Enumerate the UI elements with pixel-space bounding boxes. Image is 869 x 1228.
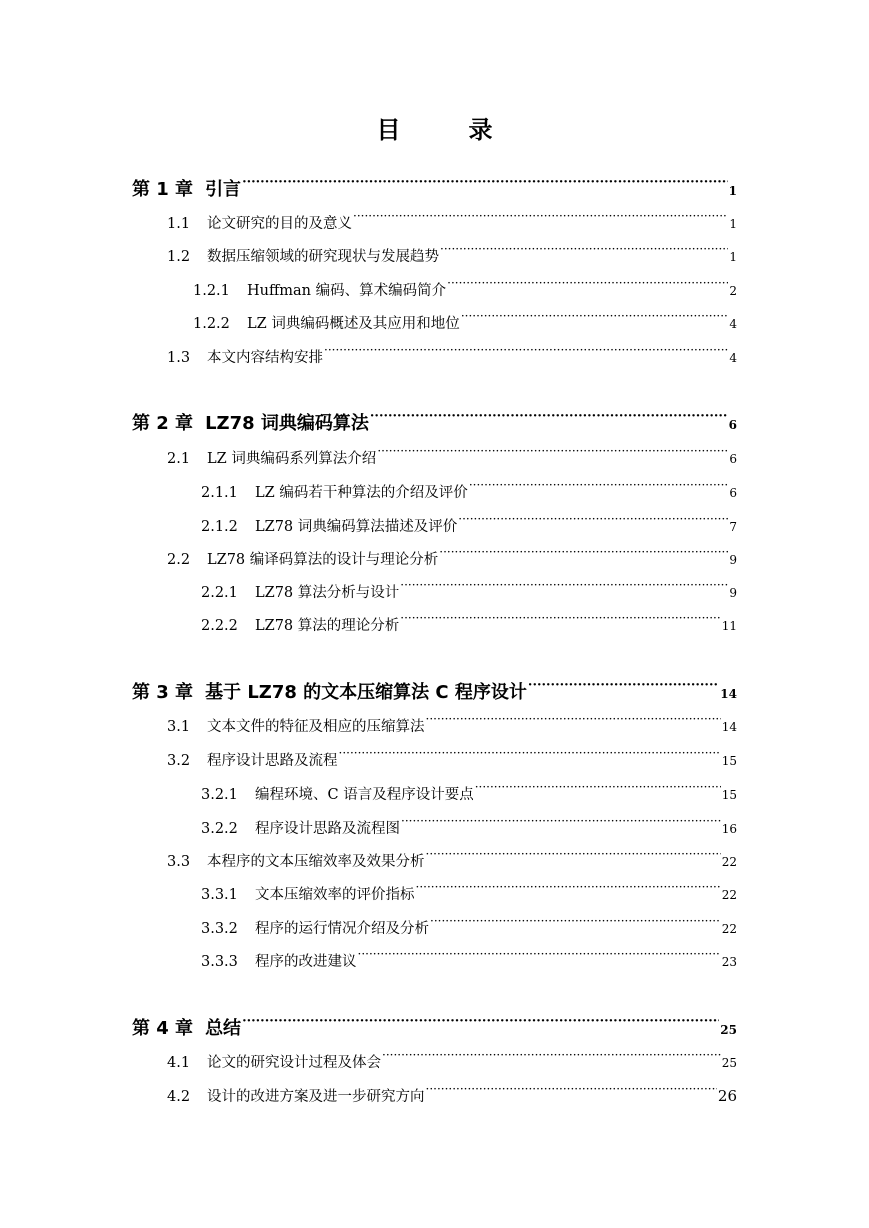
dot-leader xyxy=(528,674,719,698)
entry-page-number: 14 xyxy=(721,720,737,734)
entry-title: 程序的运行情况介绍及分析 xyxy=(255,921,429,937)
entry-page-number: 22 xyxy=(721,855,737,869)
dot-leader xyxy=(439,540,728,564)
entry-number: 1.2.2 xyxy=(193,316,230,332)
toc-entry-3-1[interactable] xyxy=(167,707,737,735)
entry-page-number: 15 xyxy=(721,754,737,768)
entry-number: 2.2.2 xyxy=(201,618,238,634)
toc-entry-2-2-1[interactable] xyxy=(201,573,737,601)
entry-title: LZ 词典编码概述及其应用和地位 xyxy=(247,316,460,332)
entry-number: 1.2.1 xyxy=(193,283,230,299)
dot-leader xyxy=(447,271,728,295)
entry-page-number: 1 xyxy=(729,250,737,264)
toc-entry-1-2[interactable] xyxy=(167,237,737,265)
toc-entry-1-1[interactable] xyxy=(167,204,737,232)
entry-title: 文本压缩效率的评价指标 xyxy=(255,887,415,903)
entry-title: LZ78 词典编码算法 xyxy=(205,413,369,434)
dot-leader xyxy=(358,942,721,966)
dot-leader xyxy=(461,304,729,328)
entry-page-number: 7 xyxy=(729,520,737,534)
entry-page-number: 25 xyxy=(720,1023,737,1037)
entry-page-number: 16 xyxy=(721,822,737,836)
entry-title: LZ78 编译码算法的设计与理论分析 xyxy=(207,552,439,568)
toc-entry-3-3-2[interactable] xyxy=(201,909,737,937)
toc-entry-ch3[interactable] xyxy=(132,674,737,703)
dot-leader xyxy=(370,405,728,429)
dot-leader xyxy=(440,237,728,261)
dot-leader xyxy=(339,741,721,765)
entry-number: 2.1.1 xyxy=(201,485,238,501)
dot-leader xyxy=(416,875,721,899)
entry-number: 2.2 xyxy=(167,552,191,568)
entry-number: 1.3 xyxy=(167,350,191,366)
entry-number: 3.2.2 xyxy=(201,821,238,837)
entry-number: 2.2.1 xyxy=(201,585,238,601)
entry-number: 2.1.2 xyxy=(201,519,238,535)
dot-leader xyxy=(469,473,729,497)
entry-title: 编程环境、C 语言及程序设计要点 xyxy=(255,787,474,803)
entry-title: 基于 LZ78 的文本压缩算法 C 程序设计 xyxy=(205,682,527,703)
entry-title: 论文研究的目的及意义 xyxy=(207,216,352,232)
entry-number: 2.1 xyxy=(167,451,191,467)
entry-number: 3.1 xyxy=(167,719,191,735)
toc-entry-3-3-3[interactable] xyxy=(201,942,737,970)
dot-leader xyxy=(324,338,728,362)
entry-title: 程序设计思路及流程图 xyxy=(255,821,400,837)
entry-title: LZ 词典编码系列算法介绍 xyxy=(207,451,377,467)
toc-entry-4-1[interactable] xyxy=(167,1043,737,1071)
dot-leader xyxy=(242,1010,719,1034)
toc-entry-2-1[interactable] xyxy=(167,439,737,467)
entry-page-number: 4 xyxy=(729,351,737,365)
entry-number: 3.3.3 xyxy=(201,954,238,970)
entry-page-number: 2 xyxy=(729,284,737,298)
entry-page-number: 25 xyxy=(721,1056,737,1070)
entry-title: 总结 xyxy=(205,1018,242,1039)
entry-number: 3.2.1 xyxy=(201,787,238,803)
entry-title: 引言 xyxy=(205,179,242,200)
toc-entry-2-1-2[interactable] xyxy=(201,507,737,535)
entry-page-number: 6 xyxy=(729,452,737,466)
entry-page-number: 1 xyxy=(728,184,737,198)
dot-leader xyxy=(400,573,728,597)
entry-page-number: 23 xyxy=(721,955,737,969)
entry-number: 1.2 xyxy=(167,249,191,265)
dot-leader xyxy=(426,707,721,731)
entry-number: 第 3 章 xyxy=(132,682,194,703)
dot-leader xyxy=(426,1077,717,1101)
entry-page-number: 9 xyxy=(729,586,737,600)
entry-title: 程序设计思路及流程 xyxy=(207,753,338,769)
dot-leader xyxy=(242,171,728,195)
entry-title: 论文的研究设计过程及体会 xyxy=(207,1055,381,1071)
toc-entry-2-1-1[interactable] xyxy=(201,473,737,501)
entry-number: 4.1 xyxy=(167,1055,191,1071)
toc-entry-3-3-1[interactable] xyxy=(201,875,737,903)
toc-entry-1-2-1[interactable] xyxy=(193,271,737,299)
entry-title: LZ78 算法分析与设计 xyxy=(255,585,400,601)
entry-number: 第 1 章 xyxy=(132,179,194,200)
entry-page-number: 9 xyxy=(729,553,737,567)
entry-page-number: 26 xyxy=(717,1087,737,1105)
entry-number: 3.3 xyxy=(167,854,191,870)
toc-entry-ch1[interactable] xyxy=(132,171,737,200)
toc-entry-3-3[interactable] xyxy=(167,842,737,870)
entry-page-number: 22 xyxy=(721,888,737,902)
dot-leader xyxy=(401,809,721,833)
toc-entry-3-2[interactable] xyxy=(167,741,737,769)
entry-number: 3.3.2 xyxy=(201,921,238,937)
toc-entry-4-2[interactable] xyxy=(167,1077,737,1105)
entry-title: LZ 编码若干种算法的介绍及评价 xyxy=(255,485,468,501)
entry-title: 设计的改进方案及进一步研究方向 xyxy=(207,1089,425,1105)
entry-title: 程序的改进建议 xyxy=(255,954,357,970)
entry-page-number: 4 xyxy=(729,317,737,331)
entry-title: 本程序的文本压缩效率及效果分析 xyxy=(207,854,425,870)
entry-number: 1.1 xyxy=(167,216,191,232)
entry-page-number: 6 xyxy=(728,418,737,432)
entry-page-number: 6 xyxy=(729,486,737,500)
dot-leader xyxy=(400,606,720,630)
toc-entry-1-3[interactable] xyxy=(167,338,737,366)
dot-leader xyxy=(382,1043,721,1067)
entry-number: 第 2 章 xyxy=(132,413,194,434)
dot-leader xyxy=(353,204,728,228)
entry-page-number: 11 xyxy=(721,619,737,633)
entry-page-number: 15 xyxy=(721,788,737,802)
entry-page-number: 22 xyxy=(721,922,737,936)
entry-page-number: 1 xyxy=(729,217,737,231)
dot-leader xyxy=(426,842,721,866)
toc-title: 目 录 xyxy=(376,116,515,144)
entry-title: 数据压缩领域的研究现状与发展趋势 xyxy=(207,249,439,265)
dot-leader xyxy=(475,775,721,799)
toc-entry-ch4[interactable] xyxy=(132,1010,737,1039)
entry-title: 本文内容结构安排 xyxy=(207,350,323,366)
toc-entry-3-2-2[interactable] xyxy=(201,809,737,837)
entry-number: 4.2 xyxy=(167,1089,191,1105)
dot-leader xyxy=(377,439,728,463)
entry-title: LZ78 算法的理论分析 xyxy=(255,618,400,634)
entry-page-number: 14 xyxy=(720,687,737,701)
entry-number: 3.2 xyxy=(167,753,191,769)
dot-leader xyxy=(430,909,721,933)
toc-entry-2-2[interactable] xyxy=(167,540,737,568)
entry-title: 文本文件的特征及相应的压缩算法 xyxy=(207,719,425,735)
toc-entry-ch2[interactable] xyxy=(132,405,737,434)
toc-entry-3-2-1[interactable] xyxy=(201,775,737,803)
dot-leader xyxy=(458,507,728,531)
entry-title: Huffman 编码、算术编码简介 xyxy=(247,283,447,299)
toc-entry-1-2-2[interactable] xyxy=(193,304,737,332)
entry-title: LZ78 词典编码算法描述及评价 xyxy=(255,519,458,535)
entry-number: 3.3.1 xyxy=(201,887,238,903)
entry-number: 第 4 章 xyxy=(132,1018,194,1039)
toc-entry-2-2-2[interactable] xyxy=(201,606,737,634)
